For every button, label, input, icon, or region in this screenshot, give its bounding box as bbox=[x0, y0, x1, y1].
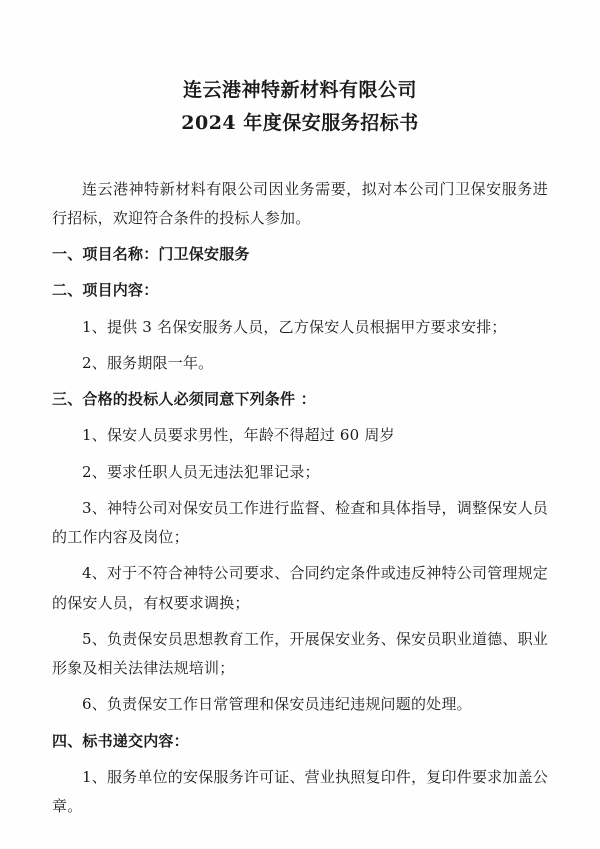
section-heading-2: 二、项目内容： bbox=[52, 281, 159, 300]
list-item-2-1: 1、提供 3 名保安服务人员，乙方保安人员根据甲方要求安排； bbox=[82, 317, 507, 336]
list-item-3-1: 1、保安人员要求男性，年龄不得超过 60 周岁 bbox=[82, 426, 395, 445]
paragraph-intro: 连云港神特新材料有限公司因业务需要，拟对本公司门卫保安服务进行招标，欢迎符合条件的投标人参加。 bbox=[52, 179, 548, 227]
list-item-2-2: 2、服务期限一年。 bbox=[82, 353, 214, 372]
page-title-line-2: 2024 年度保安服务招标书 bbox=[181, 112, 419, 135]
page-title bbox=[52, 74, 548, 141]
list-item-3-6: 6、负责保安工作日常管理和保安员违纪违规问题的处理。 bbox=[82, 695, 472, 714]
list-item-3-4: 4、对于不符合神特公司要求、合同约定条件或违反神特公司管理规定的保安人员，有权要求调换； bbox=[52, 564, 548, 612]
section-heading-4: 四、标书递交内容： bbox=[52, 731, 189, 750]
document-body bbox=[52, 175, 548, 822]
section-heading-3: 三、合格的投标人必须同意下列条件 ： bbox=[52, 390, 316, 408]
list-item-3-5: 5、负责保安员思想教育工作，开展保安业务、保安员职业道德、职业形象及相关法律法规培训； bbox=[52, 629, 548, 677]
list-item-4-1: 1、服务单位的安保服务许可证、营业执照复印件，复印件要求加盖公章。 bbox=[52, 767, 548, 815]
list-item-3-2: 2、要求任职人员无违法犯罪记录； bbox=[82, 462, 320, 481]
list-item-3-3: 3、神特公司对保安员工作进行监督、检查和具体指导，调整保安人员的工作内容及岗位； bbox=[52, 498, 548, 546]
section-heading-1: 一、项目名称：门卫保安服务 bbox=[52, 245, 250, 263]
page-title-line-1: 连云港神特新材料有限公司 bbox=[182, 79, 417, 101]
